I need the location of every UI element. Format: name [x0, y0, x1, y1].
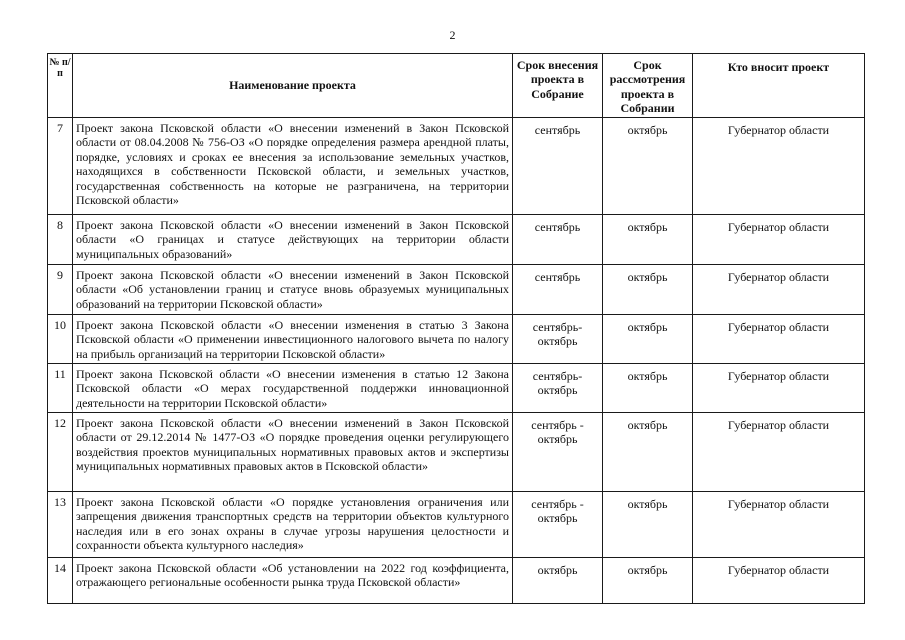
row-number: 13 — [48, 492, 73, 558]
submission-term: сентябрь — [513, 118, 603, 215]
project-name: Проект закона Псковской области «О порядке установления ограничения или запрещения движения транспортных средств на территории объектов культурного наследия или в его зонах охраны в случае угрозы нарушения целостности и сохранности объекта культурного наследия» — [73, 492, 513, 558]
initiator: Губернатор области — [693, 315, 865, 364]
submission-term: сентябрь- октябрь — [513, 364, 603, 413]
review-term: октябрь — [603, 413, 693, 492]
table-row — [48, 413, 865, 492]
project-name: Проект закона Псковской области «О внесении изменений в Закон Псковской области «Об установлении границ и статусе вновь образуемых муниципальных образований на территории Псковской области» — [73, 265, 513, 315]
review-term: октябрь — [603, 492, 693, 558]
submission-term: сентябрь - октябрь — [513, 492, 603, 558]
legislative-plan-table — [47, 53, 865, 604]
row-number: 8 — [48, 215, 73, 265]
header-number: № п/п — [48, 54, 73, 118]
initiator: Губернатор области — [693, 118, 865, 215]
row-number: 7 — [48, 118, 73, 215]
project-name: Проект закона Псковской области «О внесении изменений в Закон Псковской области «О границах и статусе действующих на территории области муниципальных образований» — [73, 215, 513, 265]
header-initiator: Кто вносит проект — [693, 54, 865, 118]
table-header-row — [48, 54, 865, 118]
review-term: октябрь — [603, 265, 693, 315]
initiator: Губернатор области — [693, 558, 865, 604]
submission-term: сентябрь — [513, 265, 603, 315]
review-term: октябрь — [603, 118, 693, 215]
review-term: октябрь — [603, 364, 693, 413]
table-row — [48, 315, 865, 364]
submission-term: сентябрь - октябрь — [513, 413, 603, 492]
initiator: Губернатор области — [693, 492, 865, 558]
initiator: Губернатор области — [693, 215, 865, 265]
project-name: Проект закона Псковской области «Об установлении на 2022 год коэффициента, отражающего региональные особенности рынка труда Псковской области» — [73, 558, 513, 604]
row-number: 14 — [48, 558, 73, 604]
row-number: 10 — [48, 315, 73, 364]
row-number: 12 — [48, 413, 73, 492]
project-name: Проект закона Псковской области «О внесении изменения в статью 12 Закона Псковской области «О мерах государственной поддержки инновационной деятельности на территории Псковской области» — [73, 364, 513, 413]
row-number: 9 — [48, 265, 73, 315]
review-term: октябрь — [603, 558, 693, 604]
table-row — [48, 558, 865, 604]
project-name: Проект закона Псковской области «О внесении изменений в Закон Псковской области от 08.04.2008 № 756-ОЗ «О порядке определения размера арендной платы, порядке, условиях и сроках ее внесения за использование земельных участков, находящихся в собственности Псковской области, и земельных участков, государственная собственность на которые не разграничена, на территории Псковской области» — [73, 118, 513, 215]
header-submission-term: Срок внесения проекта в Собрание — [513, 54, 603, 118]
table-row — [48, 215, 865, 265]
submission-term: сентябрь- октябрь — [513, 315, 603, 364]
table-row — [48, 492, 865, 558]
table-row — [48, 265, 865, 315]
review-term: октябрь — [603, 315, 693, 364]
row-number: 11 — [48, 364, 73, 413]
table-row — [48, 118, 865, 215]
page-number: 2 — [449, 28, 456, 42]
initiator: Губернатор области — [693, 265, 865, 315]
table-row — [48, 364, 865, 413]
submission-term: октябрь — [513, 558, 603, 604]
project-name: Проект закона Псковской области «О внесении изменения в статью 3 Закона Псковской области «О применении инвестиционного налогового вычета по налогу на прибыль организаций на территории Псковской области» — [73, 315, 513, 364]
header-review-term: Срок рассмотрения проекта в Собрании — [603, 54, 693, 118]
review-term: октябрь — [603, 215, 693, 265]
initiator: Губернатор области — [693, 364, 865, 413]
project-name: Проект закона Псковской области «О внесении изменений в Закон Псковской области от 29.12.2014 № 1477-ОЗ «О порядке проведения оценки регулирующего воздействия проектов муниципальных нормативных правовых актов и экспертизы муниципальных нормативных правовых актов в Псковской области» — [73, 413, 513, 492]
submission-term: сентябрь — [513, 215, 603, 265]
header-project-name: Наименование проекта — [73, 54, 513, 118]
initiator: Губернатор области — [693, 413, 865, 492]
